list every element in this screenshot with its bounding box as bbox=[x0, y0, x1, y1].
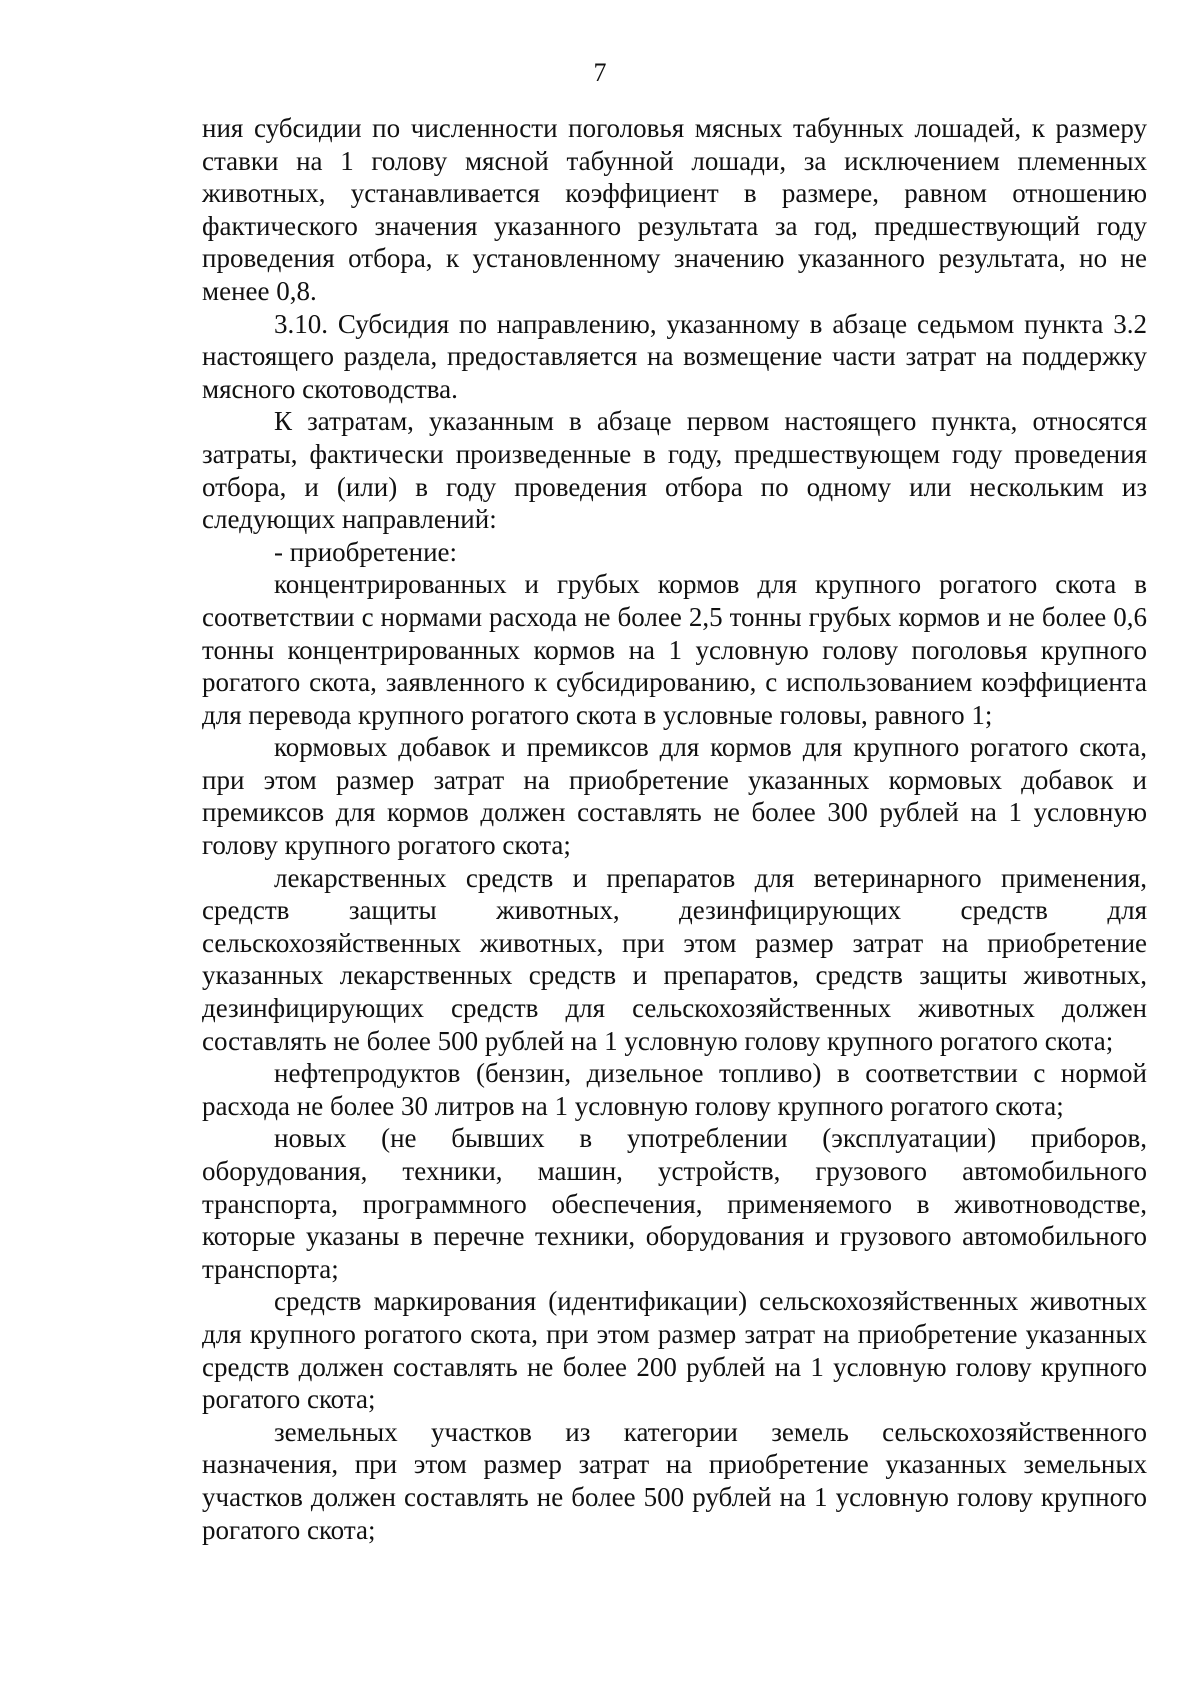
page-number: 7 bbox=[593, 58, 607, 87]
list-item-marking-tools: средств маркирования (идентификации) сельскохозяйственных животных для крупного рогатого скота, при этом размер затрат на приобретение указанных средств должен составлять не более 200 рублей на 1 условную голову крупного рогатого скота; bbox=[202, 1286, 1147, 1415]
list-item-feed-additives: кормовых добавок и премиксов для кормов для крупного рогатого скота, при этом размер затрат на приобретение указанных кормовых добавок и премиксов для кормов должен составлять не более 300 рублей на 1 условную голову крупного рогатого скота; bbox=[202, 732, 1147, 861]
document-body bbox=[202, 112, 1147, 1546]
list-item-land-plots: земельных участков из категории земель сельскохозяйственного назначения, при этом размер затрат на приобретение указанных земельных участков должен составлять не более 500 рублей на 1 условную голову крупного рогатого скота; bbox=[202, 1416, 1147, 1545]
list-item-fuel: нефтепродуктов (бензин, дизельное топливо) в соответствии с нормой расхода не более 30 литров на 1 условную голову крупного рогатого скота; bbox=[202, 1058, 1147, 1121]
paragraph-continuation: ния субсидии по численности поголовья мясных табунных лошадей, к размеру ставки на 1 голову мясной табунной лошади, за исключением племенных животных, устанавливается коэффициент в размере, равном отношению фактического значения указанного результата за год, предшествующий году проведения отбора, к установленному значению указанного результата, но не менее 0,8. bbox=[202, 113, 1147, 306]
list-item-veterinary-drugs: лекарственных средств и препаратов для ветеринарного применения, средств защиты животных, дезинфицирующих средств для сельскохозяйственных животных, при этом размер затрат на приобретение указанных лекарственных средств и препаратов, средств защиты животных, дезинфицирующих средств для сельскохозяйственных животных должен составлять не более 500 рублей на 1 условную голову крупного рогатого скота; bbox=[202, 862, 1147, 1056]
list-item-feeds: концентрированных и грубых кормов для крупного рогатого скота в соответствии с нормами расхода не более 2,5 тонны грубых кормов и не более 0,6 тонны концентрированных кормов на 1 условную голову поголовья крупного рогатого скота, заявленного к субсидированию, с использованием коэффициента для перевода крупного рогатого скота в условные головы, равного 1; bbox=[202, 569, 1147, 730]
list-item-equipment: новых (не бывших в употреблении (эксплуатации) приборов, оборудования, техники, машин, устройств, грузового автомобильного транспорта, программного обеспечения, применяемого в животноводстве, которые указаны в перечне техники, оборудования и грузового автомобильного транспорта; bbox=[202, 1123, 1147, 1284]
paragraph-acquisition-heading: - приобретение: bbox=[274, 536, 458, 567]
paragraph-costs-intro: К затратам, указанным в абзаце первом настоящего пункта, относятся затраты, фактически произведенные в году, предшествующем году проведения отбора, и (или) в году проведения отбора по одному или нескольким из следующих направлений: bbox=[202, 406, 1147, 535]
paragraph-clause-3-10: 3.10. Субсидия по направлению, указанному в абзаце седьмом пункта 3.2 настоящего раздела, предоставляется на возмещение части затрат на поддержку мясного скотоводства. bbox=[202, 308, 1147, 404]
